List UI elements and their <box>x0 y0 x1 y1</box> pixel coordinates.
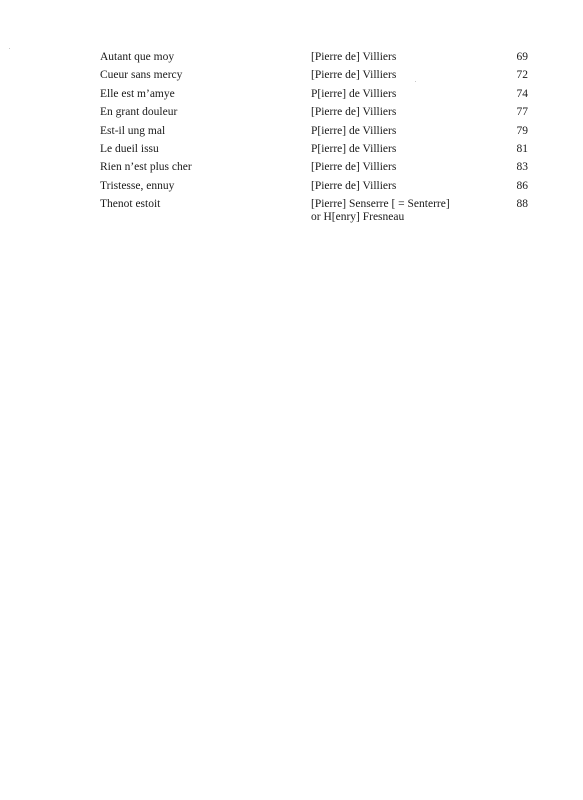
scan-speck <box>9 48 10 49</box>
composer-line: [Pierre de] Villiers <box>311 161 397 174</box>
composer-attribution <box>311 69 481 82</box>
page-number: 88 <box>516 198 528 211</box>
song-title: En grant douleur <box>100 106 178 119</box>
contents-list <box>100 51 530 230</box>
list-item <box>100 198 530 224</box>
composer-line: [Pierre de] Villiers <box>311 69 397 82</box>
list-item <box>100 106 530 119</box>
page-number: 74 <box>516 87 528 100</box>
page-number: 77 <box>516 106 528 119</box>
composer-line: P[ierre] de Villiers <box>311 124 397 137</box>
list-item <box>100 125 530 138</box>
composer-attribution <box>311 143 481 156</box>
song-title: Rien n’est plus cher <box>100 161 192 174</box>
list-item <box>100 69 530 82</box>
composer-line: P[ierre] de Villiers <box>311 87 397 100</box>
list-item <box>100 88 530 101</box>
song-title: Est-il ung mal <box>100 124 166 137</box>
list-item <box>100 143 530 156</box>
composer-line: [Pierre de] Villiers <box>311 179 397 192</box>
composer-line: [Pierre] Senserre [ = Senterre] <box>311 198 450 211</box>
list-item <box>100 180 530 193</box>
song-title: Tristesse, ennuy <box>100 179 175 192</box>
page-number: 69 <box>516 51 528 63</box>
composer-attribution <box>311 106 481 119</box>
composer-attribution <box>311 125 481 138</box>
composer-line: [Pierre de] Villiers <box>311 106 397 119</box>
page-number: 79 <box>516 124 528 137</box>
page-number: 86 <box>516 179 528 192</box>
composer-line: P[ierre] de Villiers <box>311 142 397 155</box>
composer-attribution <box>311 51 481 64</box>
list-item <box>100 51 530 64</box>
song-title: Le dueil issu <box>100 142 159 155</box>
page-number: 72 <box>516 69 528 82</box>
song-title: Thenot estoit <box>100 198 161 211</box>
composer-line: or H[enry] Fresneau <box>311 211 405 224</box>
composer-attribution <box>311 180 481 193</box>
song-title: Autant que moy <box>100 51 175 63</box>
list-item <box>100 161 530 174</box>
composer-attribution <box>311 161 481 174</box>
song-title: Cueur sans mercy <box>100 69 183 82</box>
composer-attribution <box>311 198 481 224</box>
song-title: Elle est m’amye <box>100 87 175 100</box>
page-number: 83 <box>516 161 528 174</box>
composer-line: [Pierre de] Villiers <box>311 51 397 63</box>
composer-attribution <box>311 88 481 101</box>
page-number: 81 <box>516 142 528 155</box>
